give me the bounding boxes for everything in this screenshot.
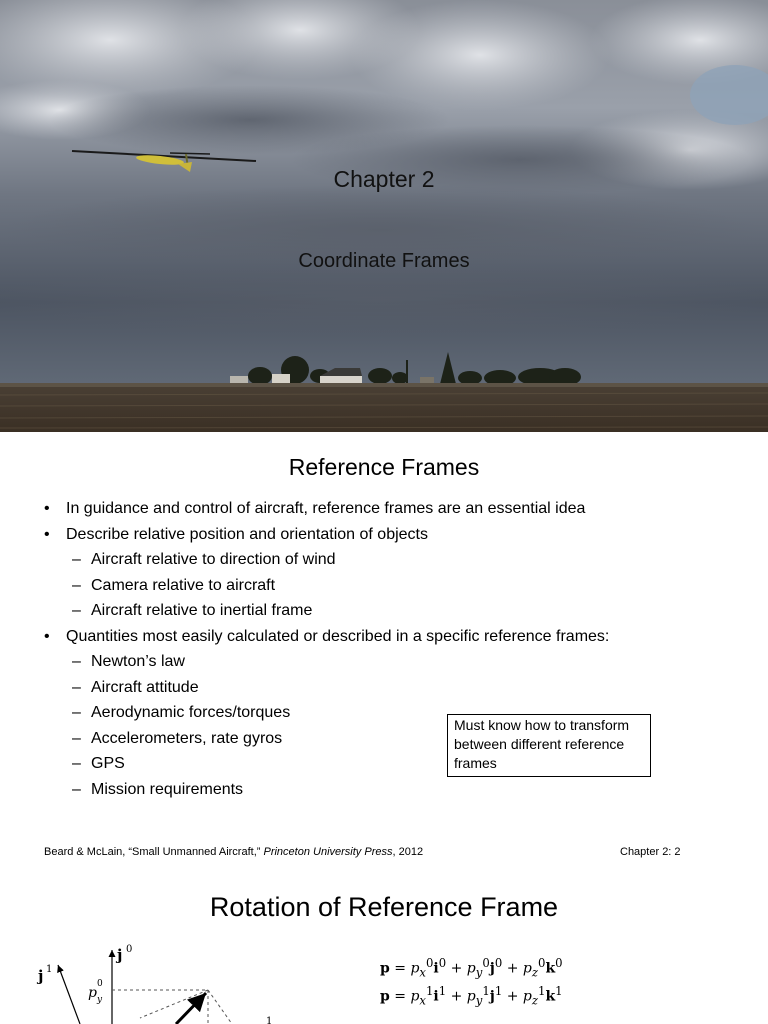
slide-title: Reference Frames [288, 454, 480, 480]
sub-bullet-item: – Aerodynamic forces/torques [44, 700, 609, 726]
callout-box: Must know how to transform between different reference frames [447, 714, 651, 777]
sub-bullet-item: – Aircraft relative to direction of wind [44, 547, 609, 573]
chapter-subtitle: Coordinate Frames [298, 250, 470, 272]
slide-1 [0, 0, 768, 432]
j0-label: j [117, 946, 123, 964]
p1-projection [140, 990, 208, 1018]
citation-footer [44, 846, 423, 858]
slide-2 [0, 432, 768, 868]
equation-frame-1: $p = p_x^1i^1 + p_y^1j^1 + p_z^1k^1$ [380, 984, 563, 1008]
equation-frame-0: $p = p_x^0i^0 + p_y^0j^0 + p_z^0k^0$ [380, 956, 563, 980]
py0-label: p [88, 985, 97, 1001]
sub-bullet-item: – Camera relative to aircraft [44, 573, 609, 599]
sub-bullet-item: – Aircraft relative to inertial frame [44, 598, 609, 624]
j1-label: j [38, 967, 44, 985]
chapter-title: Chapter 2 [333, 166, 435, 192]
citation-publisher: Princeton University Press [263, 846, 393, 858]
sub-bullet-item: – Aircraft attitude [44, 675, 609, 701]
j1-label-sup: 1 [46, 964, 53, 975]
position-vector [176, 993, 206, 1024]
bullet-item: • Describe relative position and orientation of objects [44, 522, 609, 548]
j0-label-sup: 0 [126, 944, 133, 955]
sub-bullet-item: – Accelerometers, rate gyros [44, 726, 609, 752]
slide-3 [0, 868, 768, 1024]
i1-label-sup: 1 [266, 1016, 273, 1024]
slide-title: Rotation of Reference Frame [209, 892, 559, 922]
sub-bullet-item: – Newton’s law [44, 649, 609, 675]
py0-label-sup: 0 [97, 979, 103, 989]
citation-authors: Beard & McLain, “Small Unmanned Aircraft,” [44, 846, 264, 858]
sub-bullet-item: – Mission requirements [44, 777, 609, 803]
py0-label-sub: y [97, 995, 103, 1005]
p1-projection-2 [208, 990, 232, 1024]
sub-bullet-item: – GPS [44, 751, 609, 777]
bullet-item: • In guidance and control of aircraft, reference frames are an essential idea [44, 496, 609, 522]
bullet-item: • Quantities most easily calculated or described in a specific reference frames: [44, 624, 609, 650]
citation-year: , 2012 [392, 846, 424, 858]
j1-axis [58, 965, 80, 1024]
sky-photo [0, 0, 768, 432]
page-number: Chapter 2: 2 [620, 846, 681, 858]
